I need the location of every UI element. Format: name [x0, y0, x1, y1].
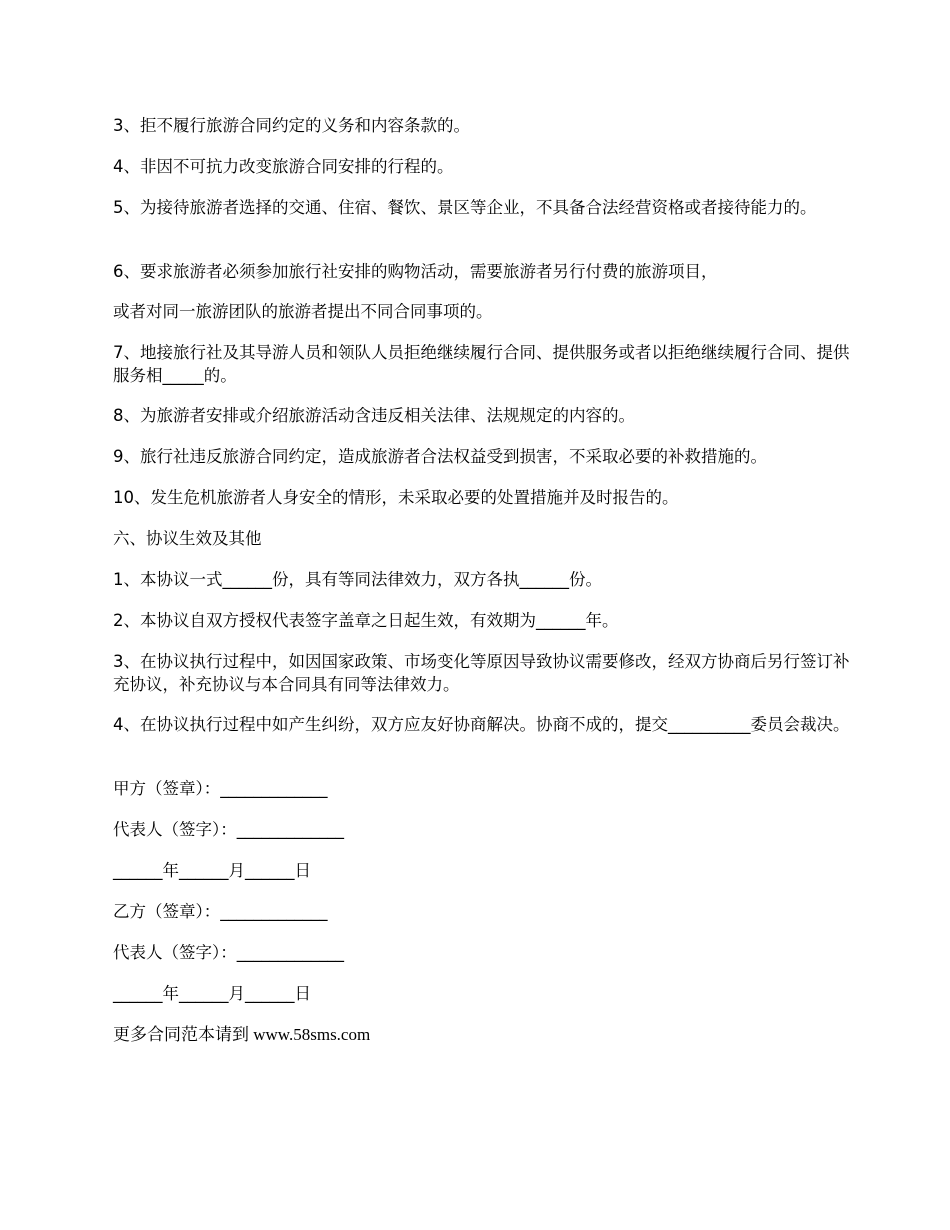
- list-item: 3、拒不履行旅游合同约定的义务和内容条款的。: [113, 116, 470, 135]
- list-item: 5、为接待旅游者选择的交通、住宿、餐饮、景区等企业，不具备合法经营资格或者接待能力的。: [113, 198, 817, 217]
- list-item: 或者对同一旅游团队的旅游者提出不同合同事项的。: [113, 302, 493, 321]
- list-item: 4、非因不可抗力改变旅游合同安排的行程的。: [113, 157, 454, 176]
- list-item: 8、为旅游者安排或介绍旅游活动含违反相关法律、法规规定的内容的。: [113, 406, 635, 425]
- list-item: 10、发生危机旅游者人身安全的情形，未采取必要的处置措施并及时报告的。: [113, 488, 679, 507]
- list-item: 7、地接旅行社及其导游人员和领队人员拒绝继续履行合同、提供服务或者以拒绝继续履行合同、提供服务相_____的。: [113, 343, 850, 385]
- party-a-representative: 代表人（签字）：_____________: [113, 820, 344, 839]
- list-item: 9、旅行社违反旅游合同约定，造成旅游者合法权益受到损害，不采取必要的补救措施的。: [113, 447, 767, 466]
- section-heading: 六、协议生效及其他: [113, 529, 262, 548]
- party-a-seal: 甲方（签章）：_____________: [113, 779, 328, 798]
- clause-item: 4、在协议执行过程中如产生纠纷，双方应友好协商解决。协商不成的，提交__________委员会裁决。: [113, 715, 850, 734]
- party-b-seal: 乙方（签章）：_____________: [113, 902, 328, 921]
- list-item: 6、要求旅游者必须参加旅行社安排的购物活动，需要旅游者另行付费的旅游项目，: [113, 262, 718, 281]
- clause-item: 3、在协议执行过程中，如因国家政策、市场变化等原因导致协议需要修改，经双方协商后另行签订补充协议，补充协议与本合同具有同等法律效力。: [113, 652, 850, 694]
- party-b-representative: 代表人（签字）：_____________: [113, 943, 344, 962]
- clause-item: 2、本协议自双方授权代表签字盖章之日起生效，有效期为______年。: [113, 611, 619, 630]
- footer-link[interactable]: 更多合同范本请到 www.58sms.com: [113, 1025, 371, 1044]
- clause-item: 1、本协议一式______份，具有等同法律效力，双方各执______份。: [113, 570, 602, 589]
- party-b-date: ______年______月______日: [113, 984, 311, 1003]
- party-a-date: ______年______月______日: [113, 861, 311, 880]
